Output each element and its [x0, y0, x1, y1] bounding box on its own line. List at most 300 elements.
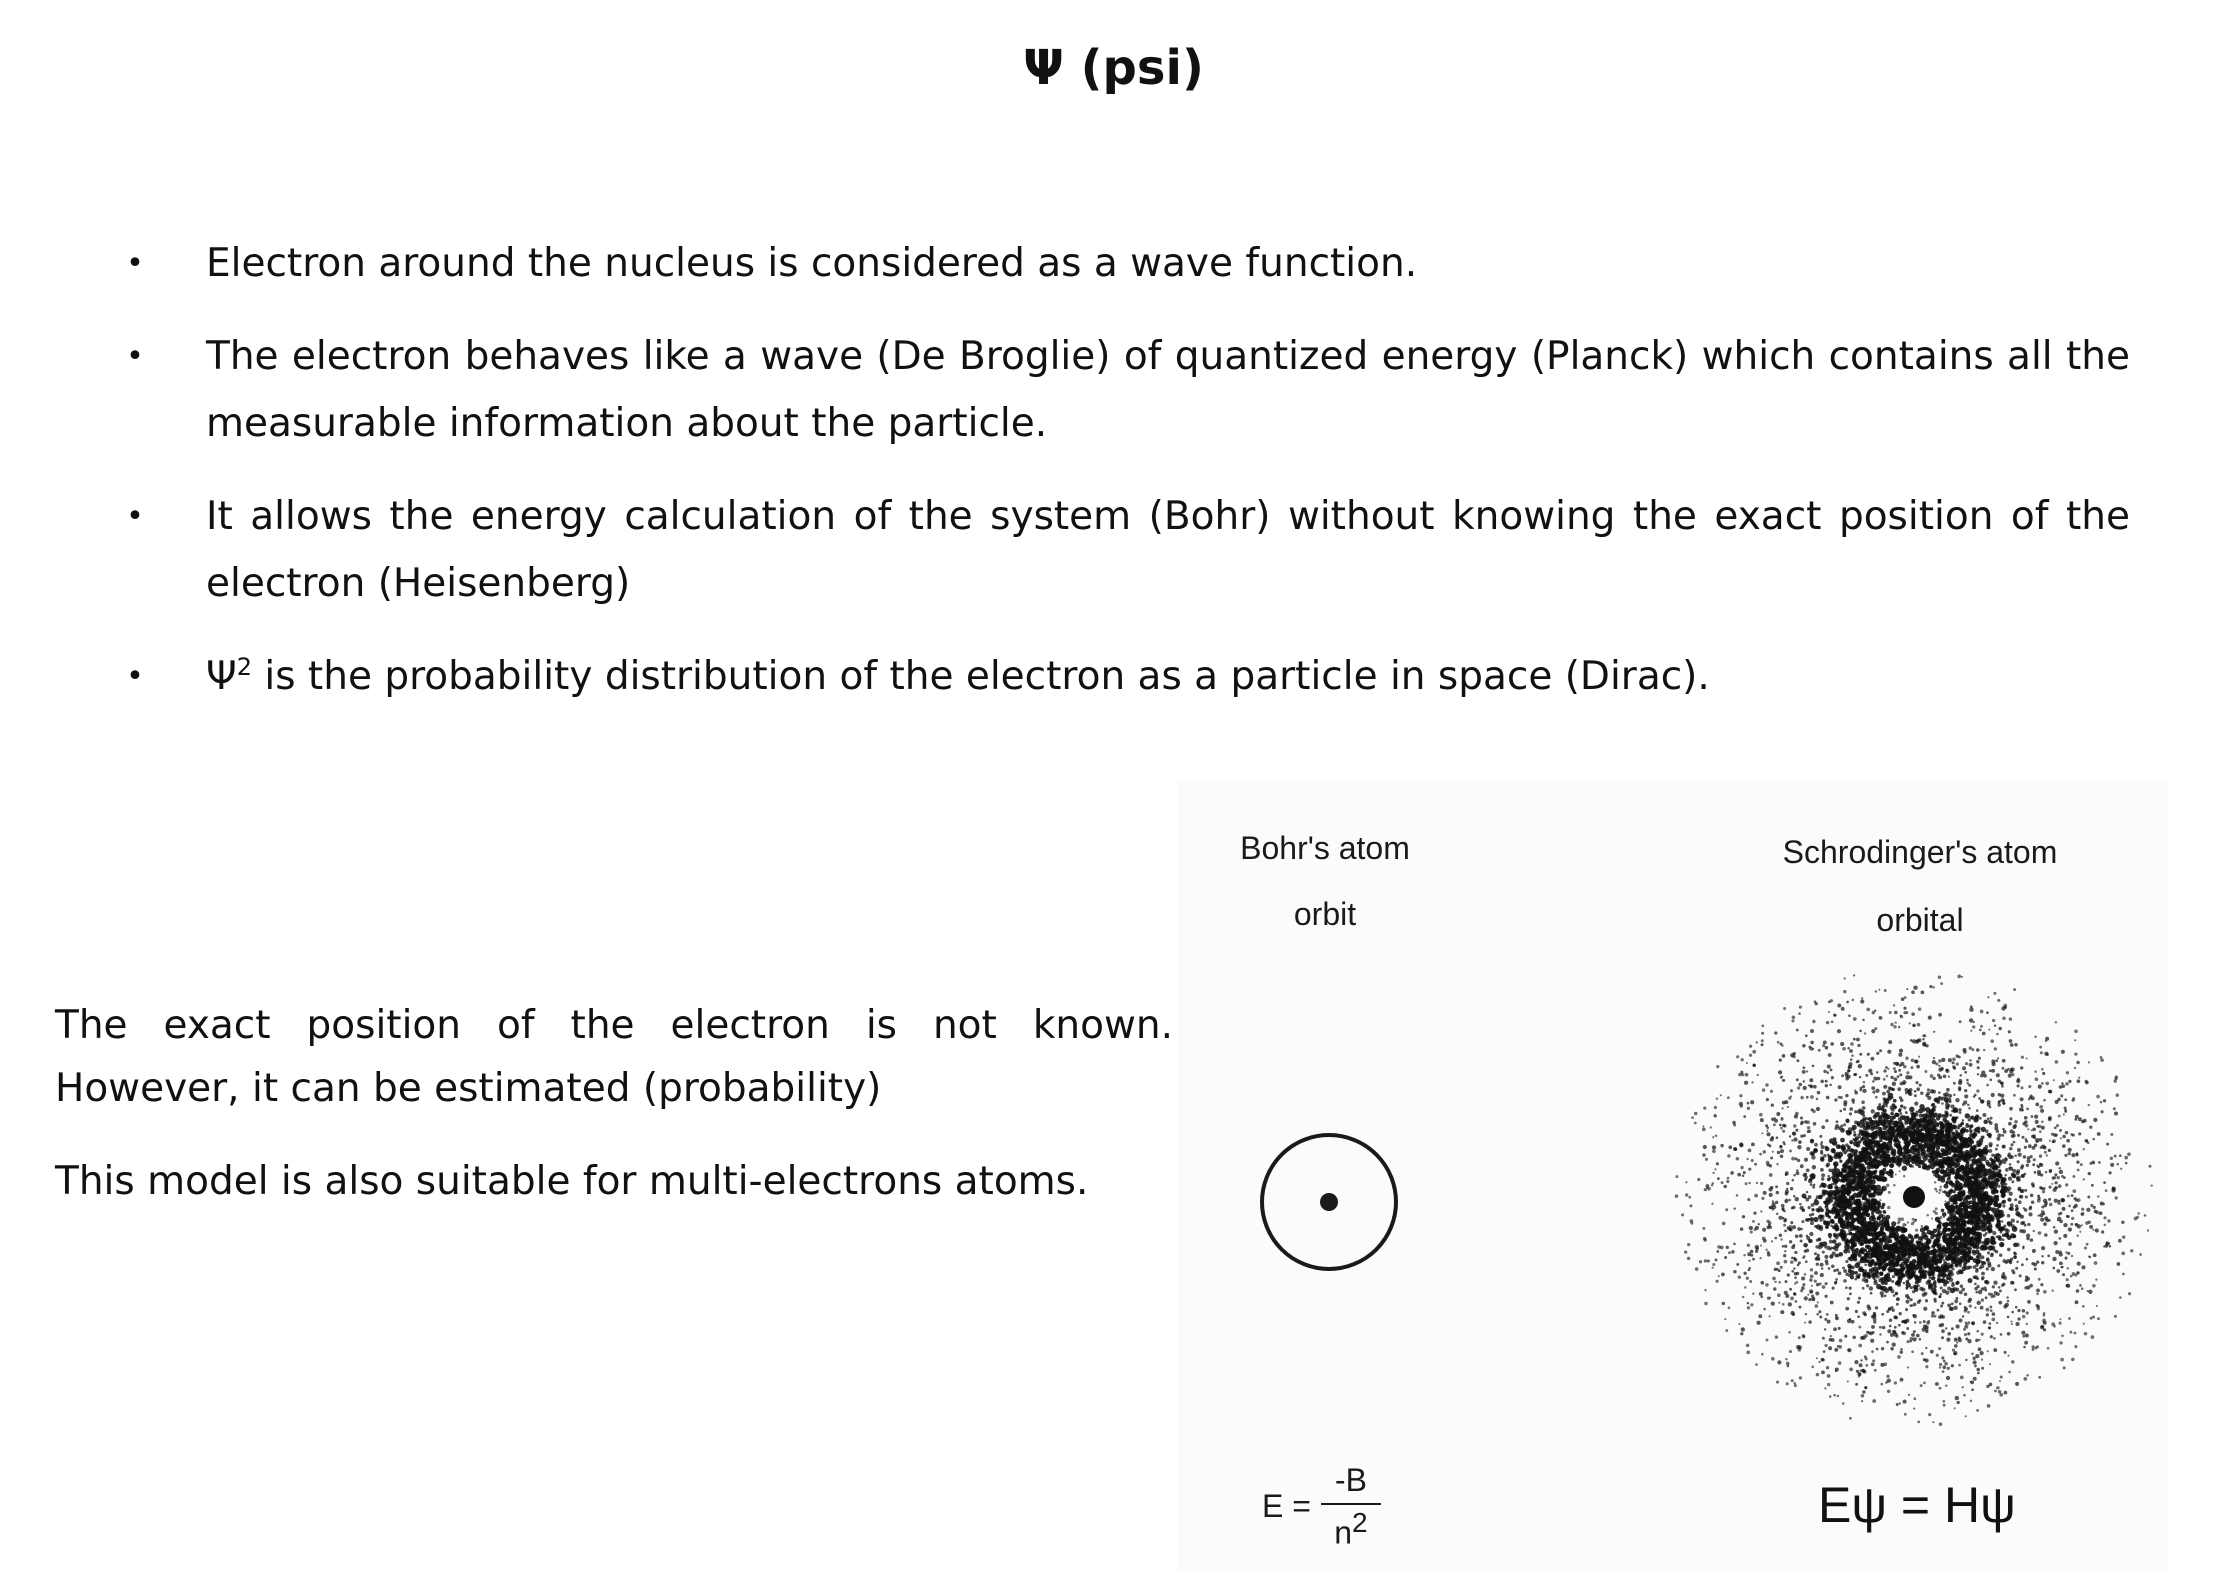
cloud-dot: [2020, 1166, 2023, 1169]
cloud-dot: [1998, 1027, 2001, 1030]
cloud-dot: [1891, 1221, 1896, 1226]
cloud-dot: [1852, 1138, 1855, 1141]
cloud-dot: [1922, 1038, 1924, 1040]
cloud-dot: [1977, 1256, 1981, 1260]
cloud-dot: [1797, 1227, 1801, 1231]
cloud-dot: [1758, 1314, 1762, 1318]
cloud-dot: [2070, 1223, 2073, 1226]
cloud-dot: [2002, 1067, 2005, 1070]
cloud-dot: [1833, 1014, 1836, 1017]
cloud-dot: [2066, 1267, 2068, 1269]
cloud-dot: [1847, 1166, 1850, 1169]
cloud-dot: [1760, 1281, 1764, 1285]
cloud-dot: [2022, 1309, 2026, 1313]
cloud-dot: [2048, 1198, 2051, 1201]
cloud-dot: [1952, 1125, 1957, 1130]
cloud-dot: [2107, 1219, 2110, 1222]
cloud-dot: [1857, 1155, 1860, 1158]
cloud-dot: [1932, 1103, 1935, 1106]
cloud-dot: [1890, 1119, 1893, 1122]
cloud-dot: [1903, 1282, 1906, 1285]
cloud-dot: [1806, 1120, 1810, 1124]
cloud-dot: [2024, 1146, 2027, 1149]
cloud-dot: [1806, 1191, 1808, 1193]
cloud-dot: [1793, 1174, 1796, 1177]
cloud-dot: [1909, 1107, 1914, 1112]
cloud-dot: [1819, 1135, 1822, 1138]
cloud-dot: [2001, 1201, 2004, 1204]
cloud-dot: [1955, 1324, 1959, 1328]
cloud-dot: [1929, 1123, 1932, 1126]
cloud-dot: [1958, 1136, 1962, 1140]
cloud-dot: [1955, 1145, 1959, 1149]
cloud-dot: [1919, 1338, 1922, 1341]
cloud-dot: [1883, 1085, 1887, 1089]
cloud-dot: [1769, 1188, 1773, 1192]
cloud-dot: [2024, 1341, 2028, 1345]
cloud-dot: [1959, 1190, 1963, 1194]
cloud-dot: [1718, 1275, 1720, 1277]
cloud-dot: [2000, 1231, 2003, 1234]
cloud-dot: [2047, 1255, 2050, 1258]
cloud-dot: [1854, 1110, 1857, 1113]
cloud-dot: [1899, 1049, 1903, 1053]
cloud-dot: [1954, 1230, 1959, 1235]
cloud-dot: [1949, 1251, 1953, 1255]
cloud-dot: [1849, 1107, 1853, 1111]
cloud-dot: [2071, 1209, 2074, 1212]
cloud-dot: [1863, 1140, 1867, 1144]
cloud-dot: [2109, 1245, 2112, 1248]
cloud-dot: [1932, 1266, 1935, 1269]
cloud-dot: [2039, 1138, 2043, 1142]
cloud-dot: [1931, 1135, 1933, 1137]
cloud-dot: [1842, 1238, 1846, 1242]
cloud-dot: [1827, 1320, 1831, 1324]
cloud-dot: [1814, 1143, 1818, 1147]
cloud-dot: [1998, 1205, 2002, 1209]
cloud-dot: [1898, 1053, 1902, 1057]
cloud-dot: [1897, 1087, 1901, 1091]
cloud-dot: [1865, 1279, 1868, 1282]
cloud-dot: [1886, 1075, 1888, 1077]
cloud-dot: [2035, 1102, 2039, 1106]
cloud-dot: [1945, 1069, 1949, 1073]
cloud-dot: [1835, 1124, 1839, 1128]
cloud-dot: [1912, 1314, 1915, 1317]
cloud-dot: [1983, 1215, 1987, 1219]
cloud-dot: [1790, 1187, 1793, 1190]
cloud-dot: [1811, 1295, 1814, 1298]
cloud-dot: [1856, 1238, 1860, 1242]
cloud-dot: [1919, 1263, 1922, 1266]
cloud-dot: [2087, 1196, 2090, 1199]
cloud-dot: [1943, 1259, 1946, 1262]
cloud-dot: [1837, 1395, 1839, 1397]
cloud-dot: [2072, 1134, 2075, 1137]
bullet-text: It allows the energy calculation of the system (Bohr) without knowing the exact position of the electron (Heisenberg): [206, 494, 2130, 606]
cloud-dot: [1876, 1141, 1880, 1145]
cloud-dot: [1990, 1199, 1993, 1202]
cloud-dot: [2059, 1262, 2063, 1266]
cloud-dot: [1946, 1277, 1948, 1279]
cloud-dot: [1964, 1207, 1968, 1211]
cloud-dot: [1964, 1293, 1968, 1297]
cloud-dot: [1864, 1249, 1867, 1252]
cloud-dot: [1919, 1287, 1923, 1291]
cloud-dot: [1834, 1223, 1838, 1227]
cloud-dot: [2058, 1237, 2061, 1240]
cloud-dot: [2009, 1039, 2013, 1043]
cloud-dot: [1965, 1062, 1968, 1065]
cloud-dot: [1805, 1313, 1808, 1316]
cloud-dot: [1826, 1366, 1829, 1369]
cloud-dot: [1845, 1286, 1848, 1289]
cloud-dot: [1921, 1248, 1925, 1252]
cloud-dot: [1688, 1196, 1691, 1199]
cloud-dot: [1919, 1271, 1923, 1275]
cloud-dot: [1886, 1375, 1889, 1378]
cloud-dot: [1962, 1119, 1965, 1122]
cloud-dot: [2068, 1317, 2071, 1320]
cloud-dot: [1975, 1291, 1978, 1294]
cloud-dot: [1783, 1254, 1786, 1257]
cloud-dot: [1877, 1216, 1881, 1220]
cloud-dot: [2016, 1261, 2018, 1263]
cloud-dot: [1785, 1358, 1787, 1360]
cloud-dot: [1966, 1123, 1969, 1126]
cloud-dot: [1928, 1276, 1931, 1279]
cloud-dot: [2060, 1137, 2062, 1139]
cloud-dot: [2085, 1221, 2089, 1225]
cloud-dot: [1948, 1098, 1952, 1102]
cloud-dot: [1871, 1362, 1875, 1366]
cloud-dot: [1994, 1182, 1997, 1185]
cloud-dot: [1923, 1358, 1926, 1361]
cloud-dot: [1824, 1318, 1827, 1321]
cloud-dot: [1869, 1179, 1873, 1183]
cloud-dot: [1880, 1291, 1884, 1295]
cloud-dot: [1862, 1114, 1865, 1117]
cloud-dot: [1972, 1192, 1976, 1196]
cloud-dot: [1853, 1133, 1856, 1136]
cloud-dot: [1675, 1194, 1679, 1198]
cloud-dot: [1911, 990, 1915, 994]
cloud-dot: [1989, 1069, 1992, 1072]
cloud-dot: [1949, 1040, 1953, 1044]
cloud-dot: [2024, 1189, 2027, 1192]
cloud-dot: [1884, 1278, 1887, 1281]
cloud-dot: [2071, 1194, 2074, 1197]
cloud-dot: [1978, 1180, 1980, 1182]
cloud-dot: [1883, 1069, 1886, 1072]
cloud-dot: [1871, 1133, 1874, 1136]
cloud-dot: [2089, 1162, 2092, 1165]
cloud-dot: [1848, 1069, 1851, 1072]
cloud-dot: [1947, 1228, 1951, 1232]
cloud-dot: [1812, 1165, 1816, 1169]
cloud-dot: [1983, 1120, 1988, 1125]
cloud-dot: [2014, 1288, 2017, 1291]
cloud-dot: [2056, 1269, 2060, 1273]
cloud-dot: [1771, 1301, 1775, 1305]
cloud-dot: [1843, 1123, 1846, 1126]
cloud-dot: [1907, 1252, 1910, 1255]
cloud-dot: [1987, 1201, 1991, 1205]
cloud-dot: [2059, 1318, 2061, 1320]
cloud-dot: [1829, 1240, 1833, 1244]
cloud-dot: [1804, 1158, 1808, 1162]
cloud-dot: [1906, 1126, 1909, 1129]
cloud-dot: [1993, 1337, 1996, 1340]
cloud-dot: [1884, 1295, 1887, 1298]
cloud-dot: [1887, 1329, 1891, 1333]
cloud-dot: [2020, 1189, 2024, 1193]
cloud-dot: [1953, 1108, 1957, 1112]
cloud-dot: [1932, 1273, 1935, 1276]
cloud-dot: [1743, 1254, 1745, 1256]
cloud-dot: [1955, 1130, 1958, 1133]
cloud-dot: [1954, 1407, 1956, 1409]
cloud-dot: [1900, 1348, 1902, 1350]
cloud-dot: [2110, 1157, 2113, 1160]
cloud-dot: [2089, 1225, 2093, 1229]
cloud-dot: [1959, 1264, 1962, 1267]
cloud-dot: [1914, 1059, 1918, 1063]
cloud-dot: [1891, 1280, 1894, 1283]
cloud-dot: [1991, 1267, 1995, 1271]
cloud-dot: [1973, 1095, 1976, 1098]
cloud-dot: [1938, 1153, 1944, 1159]
cloud-dot: [1981, 1272, 1985, 1276]
cloud-dot: [1815, 1208, 1819, 1212]
cloud-dot: [1830, 1247, 1833, 1250]
cloud-dot: [1943, 1171, 1948, 1176]
cloud-dot: [1864, 1253, 1868, 1257]
cloud-dot: [1877, 1231, 1881, 1235]
cloud-dot: [1849, 1176, 1853, 1180]
cloud-dot: [1906, 1248, 1910, 1252]
cloud-dot: [1982, 1032, 1986, 1036]
cloud-dot: [2033, 1263, 2037, 1267]
cloud-dot: [1902, 1254, 1906, 1258]
cloud-dot: [1736, 1157, 1740, 1161]
cloud-dot: [1858, 1064, 1862, 1068]
cloud-dot: [1924, 1292, 1928, 1296]
cloud-dot: [2049, 1170, 2052, 1173]
cloud-dot: [1811, 1203, 1815, 1207]
cloud-dot: [1983, 1240, 1986, 1243]
cloud-dot: [1789, 1288, 1792, 1291]
cloud-dot: [1703, 1106, 1706, 1109]
cloud-dot: [2009, 1163, 2012, 1166]
cloud-dot: [1777, 1360, 1781, 1364]
cloud-dot: [2059, 1129, 2062, 1132]
cloud-dot: [1795, 1129, 1798, 1132]
cloud-dot: [1910, 1138, 1914, 1142]
cloud-dot: [1934, 1128, 1938, 1132]
cloud-dot: [2012, 1125, 2016, 1129]
cloud-dot: [1850, 1058, 1853, 1061]
cloud-dot: [1897, 1134, 1900, 1137]
cloud-dot: [1972, 1216, 1975, 1219]
cloud-dot: [1814, 1252, 1817, 1255]
cloud-dot: [1795, 1300, 1798, 1303]
cloud-dot: [1892, 1309, 1895, 1312]
cloud-dot: [1982, 1113, 1986, 1117]
cloud-dot: [1756, 1321, 1760, 1325]
cloud-dot: [1812, 1065, 1815, 1068]
cloud-dot: [1905, 1308, 1908, 1311]
cloud-dot: [1779, 1058, 1782, 1061]
cloud-dot: [1882, 1168, 1886, 1172]
cloud-dot: [1751, 1081, 1753, 1083]
cloud-dot: [1845, 1307, 1849, 1311]
cloud-dot: [1798, 1261, 1801, 1264]
cloud-dot: [1973, 1129, 1977, 1133]
cloud-dot: [1875, 1096, 1878, 1099]
cloud-dot: [1855, 1163, 1859, 1167]
cloud-dot: [1920, 1384, 1923, 1387]
cloud-dot: [1814, 1280, 1817, 1283]
cloud-dot: [1936, 1146, 1941, 1151]
cloud-dot: [1825, 1262, 1828, 1265]
cloud-dot: [1884, 1118, 1888, 1122]
cloud-dot: [1808, 1206, 1811, 1209]
cloud-dot: [1913, 1273, 1916, 1276]
cloud-dot: [1824, 1201, 1828, 1205]
cloud-dot: [1960, 1376, 1964, 1380]
cloud-dot: [1776, 1163, 1778, 1165]
cloud-dot: [1912, 1290, 1915, 1293]
cloud-dot: [2095, 1211, 2099, 1215]
cloud-dot: [1967, 1311, 1970, 1314]
cloud-dot: [1890, 1347, 1894, 1351]
cloud-dot: [1836, 1233, 1839, 1236]
cloud-dot: [1785, 1280, 1788, 1283]
cloud-dot: [1941, 1278, 1945, 1282]
cloud-dot: [2058, 1212, 2061, 1215]
cloud-dot: [1820, 1080, 1823, 1083]
cloud-dot: [2013, 1141, 2016, 1144]
cloud-dot: [1816, 1256, 1820, 1260]
cloud-dot: [1839, 1233, 1844, 1238]
cloud-dot: [1941, 1270, 1944, 1273]
cloud-dot: [1830, 1042, 1834, 1046]
cloud-dot: [1821, 1125, 1825, 1129]
cloud-dot: [2025, 1334, 2029, 1338]
cloud-dot: [1945, 1247, 1949, 1251]
cloud-dot: [2042, 1072, 2045, 1075]
cloud-dot: [1873, 1253, 1876, 1256]
cloud-dot: [1776, 1191, 1779, 1194]
cloud-dot: [1961, 1127, 1966, 1132]
cloud-dot: [1757, 1223, 1759, 1225]
cloud-dot: [1981, 1333, 1984, 1336]
cloud-dot: [2081, 1265, 2085, 1269]
cloud-dot: [1716, 1162, 1719, 1165]
cloud-dot: [2009, 1117, 2012, 1120]
cloud-dot: [1923, 1255, 1926, 1258]
cloud-dot: [1972, 1357, 1975, 1360]
cloud-dot: [1968, 1278, 1973, 1283]
cloud-dot: [1859, 1190, 1864, 1195]
cloud-dot: [1837, 1187, 1841, 1191]
cloud-dot: [1869, 1286, 1873, 1290]
cloud-dot: [1870, 1339, 1874, 1343]
cloud-dot: [1821, 1141, 1823, 1143]
cloud-dot: [1839, 1160, 1842, 1163]
cloud-dot: [2051, 1183, 2053, 1185]
cloud-dot: [2035, 1120, 2039, 1124]
cloud-dot: [1906, 1287, 1909, 1290]
cloud-dot: [2011, 1180, 2014, 1183]
cloud-dot: [2006, 1233, 2009, 1236]
cloud-dot: [1820, 1150, 1823, 1153]
cloud-dot: [1992, 1285, 1995, 1288]
cloud-dot: [2094, 1261, 2098, 1265]
cloud-dot: [1841, 1214, 1844, 1217]
cloud-dot: [1911, 1304, 1914, 1307]
cloud-dot: [1874, 1133, 1877, 1136]
cloud-dot: [1971, 1116, 1975, 1120]
cloud-dot: [1976, 1089, 1979, 1092]
bohr-atom-icon: [1262, 1135, 1396, 1269]
cloud-dot: [1968, 1186, 1973, 1191]
cloud-dot: [1810, 1268, 1813, 1271]
cloud-dot: [1739, 1142, 1743, 1146]
cloud-dot: [1893, 1077, 1897, 1081]
cloud-dot: [1854, 1120, 1858, 1124]
cloud-dot: [1938, 1096, 1941, 1099]
cloud-dot: [2024, 1116, 2028, 1120]
cloud-dot: [1780, 1149, 1784, 1153]
cloud-dot: [1927, 1165, 1931, 1169]
cloud-dot: [1903, 1007, 1906, 1010]
cloud-dot: [1815, 1292, 1819, 1296]
cloud-dot: [1875, 1263, 1878, 1266]
cloud-dot: [1978, 1097, 1981, 1100]
cloud-dot: [1794, 1272, 1798, 1276]
cloud-dot: [1832, 1239, 1836, 1243]
cloud-dot: [2030, 1238, 2034, 1242]
cloud-dot: [1944, 1110, 1948, 1114]
cloud-dot: [2007, 1186, 2011, 1190]
cloud-dot: [2027, 1223, 2030, 1226]
cloud-dot: [1968, 1251, 1971, 1254]
cloud-dot: [1943, 1283, 1947, 1287]
cloud-dot: [1977, 1066, 1980, 1069]
cloud-dot: [1884, 1222, 1888, 1226]
cloud-dot: [1845, 1224, 1848, 1227]
cloud-dot: [1744, 1081, 1748, 1085]
cloud-dot: [1787, 1273, 1790, 1276]
cloud-dot: [1792, 1244, 1795, 1247]
cloud-dot: [2046, 1219, 2050, 1223]
cloud-dot: [1816, 1107, 1820, 1111]
cloud-dot: [1935, 1382, 1939, 1386]
cloud-dot: [1861, 1154, 1865, 1158]
cloud-dot: [1911, 1333, 1915, 1337]
cloud-dot: [2060, 1358, 2064, 1362]
cloud-dot: [1902, 1166, 1908, 1172]
cloud-dot: [1918, 1165, 1921, 1168]
cloud-dot: [1921, 991, 1925, 995]
cloud-dot: [1721, 1272, 1725, 1276]
cloud-dot: [1879, 1251, 1882, 1254]
bullet-dot-icon: •: [126, 246, 144, 281]
cloud-dot: [1880, 1205, 1884, 1209]
